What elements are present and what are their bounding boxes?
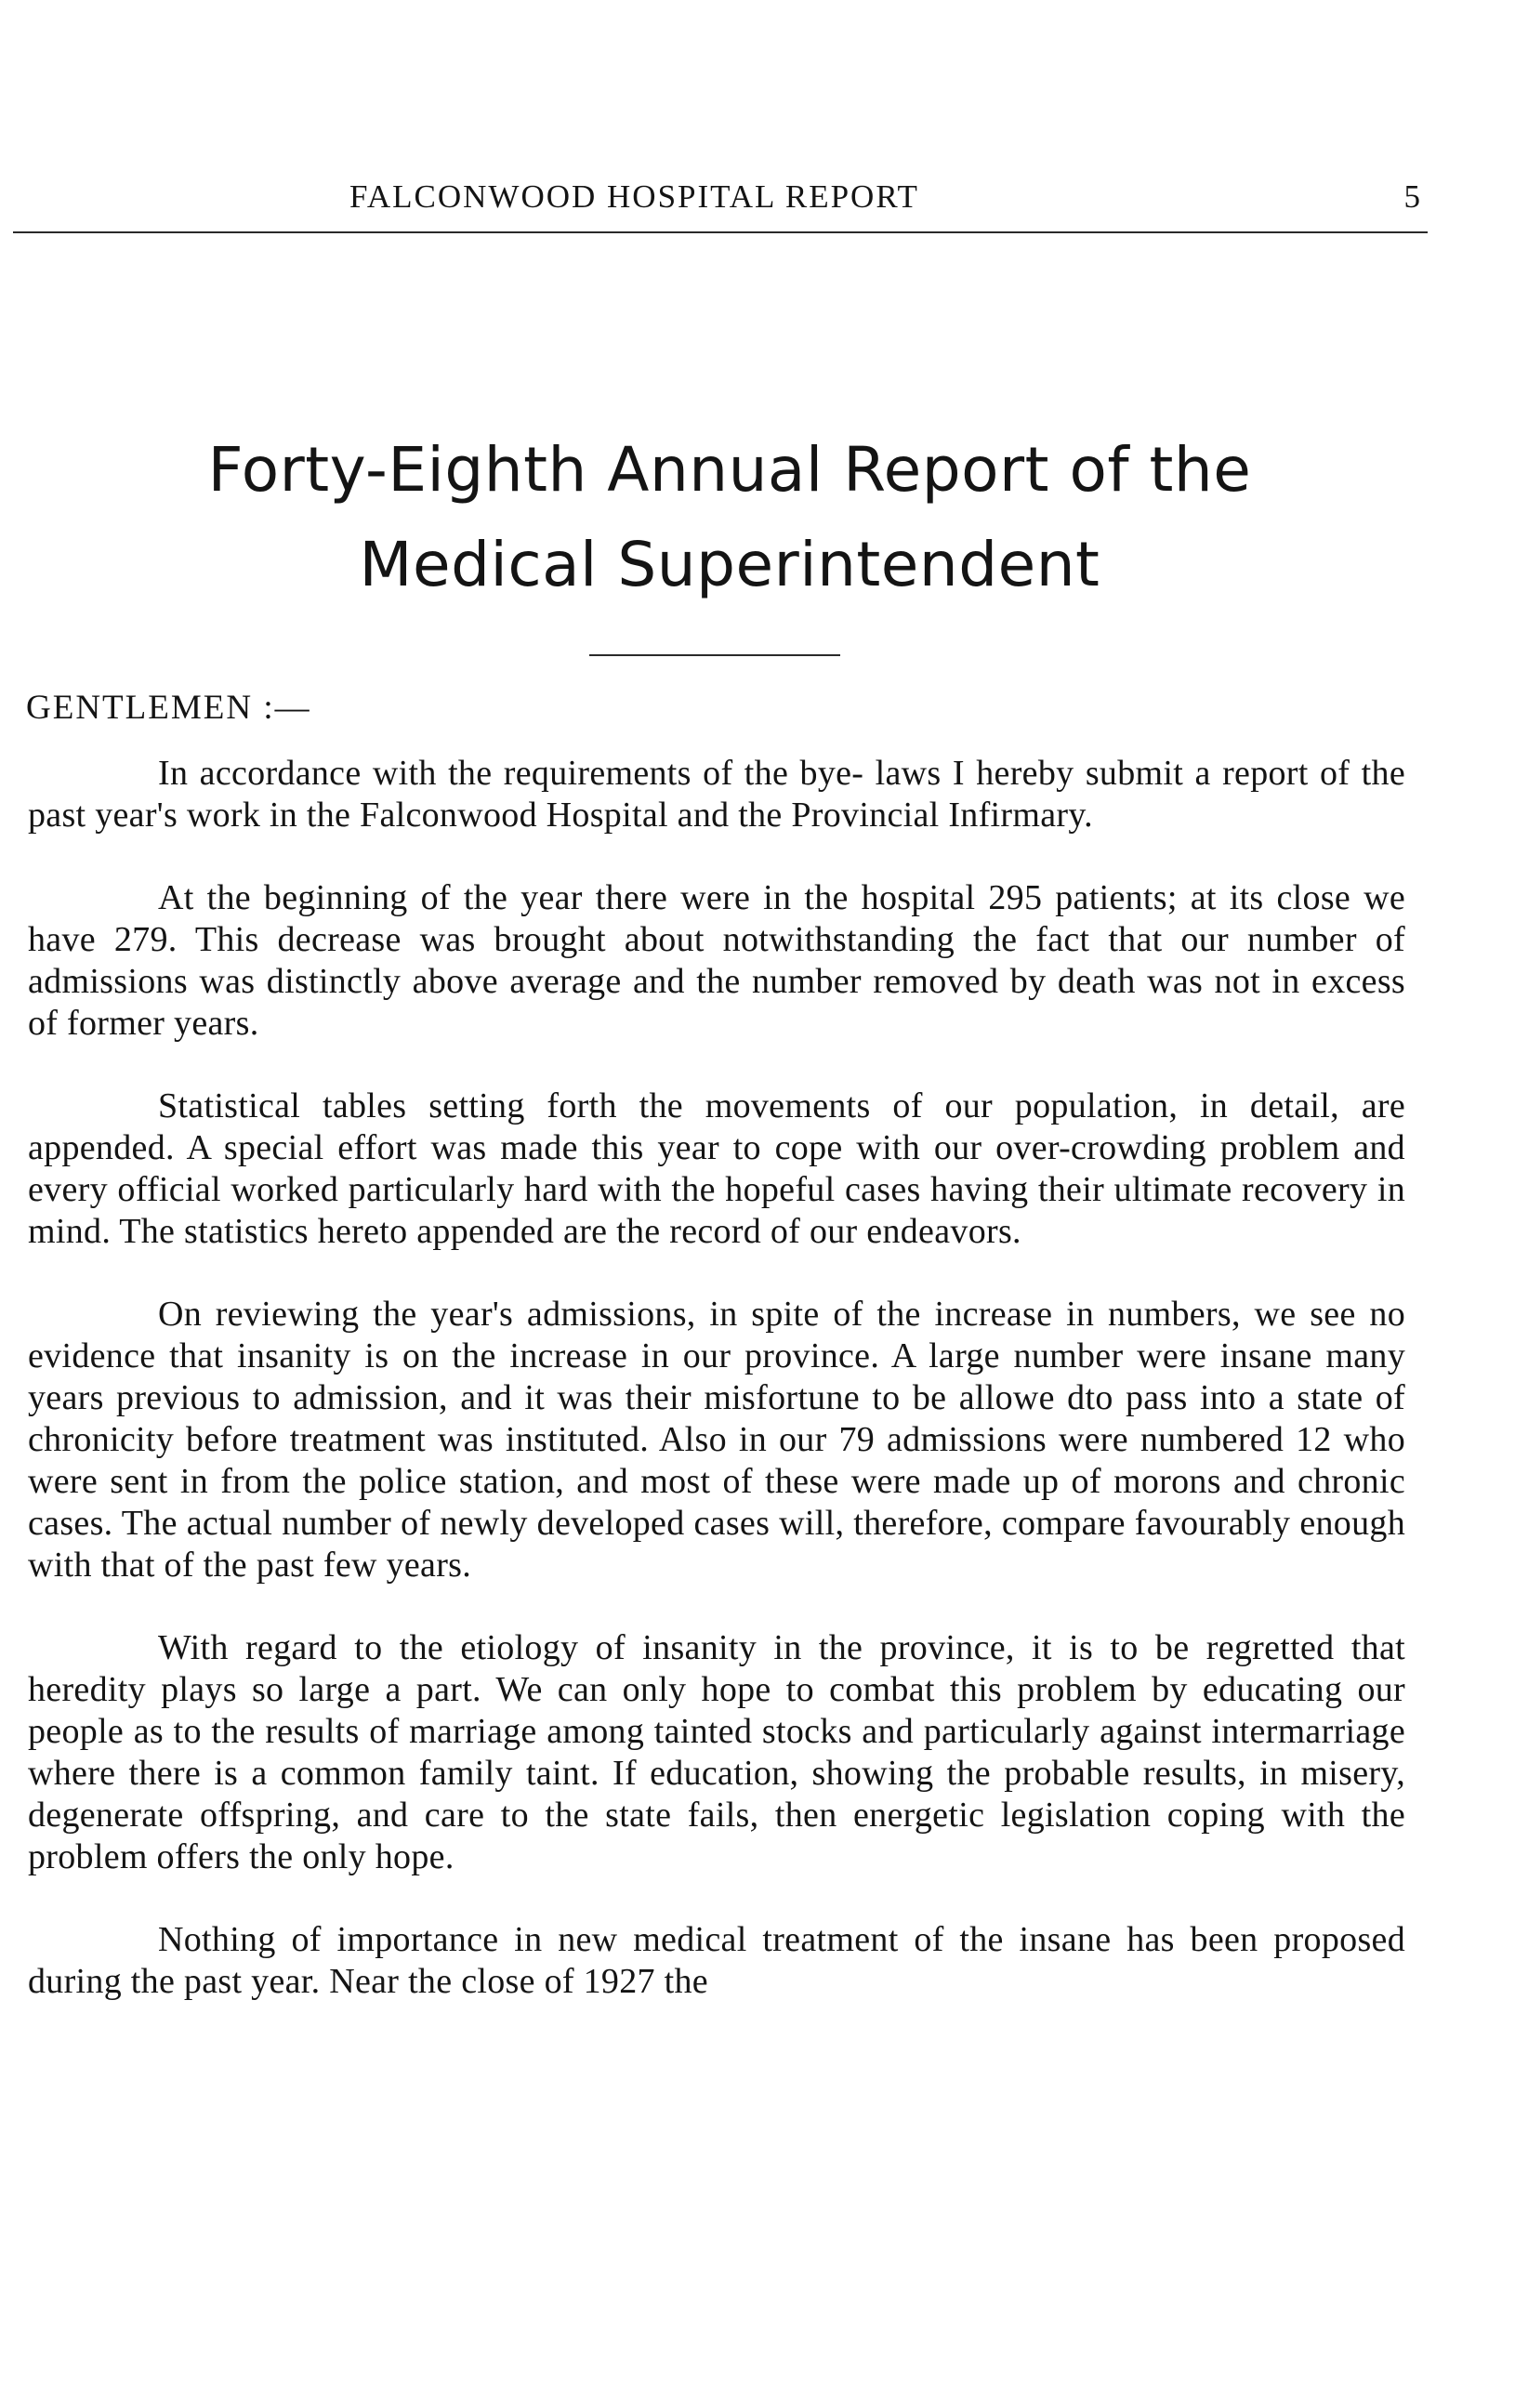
body-text: [28, 753, 1405, 2044]
paragraph-4: On reviewing the year's admissions, in spite of the increase in numbers, we see no evidence that insanity is on the increase in our province. A large number were insane many years previous to admission, and it was their misfortune to be allowe dto pass into a state of chronicity before treatment was instituted. Also in our 79 admissions were numbered 12 who were sent in from the police station, and most of these were made up of morons and chronic cases. The actual number of newly developed cases will, therefore, compare favourably enough with that of the past few years.: [28, 1295, 1405, 1585]
paragraph-3: Statistical tables setting forth the movements of our population, in detail, are appended. A special effort was made this year to cope with our over-crowding problem and every official worked particularly hard with the hopeful cases having their ultimate recovery in mind. The statistics hereto appended are the record of our endeavors.: [28, 1086, 1405, 1251]
paragraph-6: Nothing of importance in new medical treatment of the insane has been proposed during the past year. Near the close of 1927 the: [28, 1920, 1405, 2001]
document-title: [186, 423, 1273, 612]
salutation: GENTLEMEN :—: [26, 689, 311, 727]
paragraph-5: With regard to the etiology of insanity in the province, it is to be regretted that heredity plays so large a part. We can only hope to combat this problem by educating our people as to the results of marriage among tainted stocks and particularly against intermarriage where there is a common family taint. If education, showing the probable results, in misery, degenerate offspring, and care to the state fails, then energetic legislation coping with the problem offers the only hope.: [28, 1628, 1405, 1876]
running-title: FALCONWOOD HOSPITAL REPORT: [349, 178, 919, 215]
paragraph-1: In accordance with the requirements of the bye- laws I hereby submit a report of the past year's work in the Falconwood Hospital and the Provincial Infirmary.: [28, 754, 1405, 835]
title-line-1: Forty-Eighth Annual Report of the: [207, 434, 1252, 506]
title-line-2: Medical Superintendent: [359, 529, 1100, 600]
paragraph-2: At the beginning of the year there were in the hospital 295 patients; at its close we have 279. This decrease was brought about notwithstanding the fact that our number of admissions was distinctly above average and the number removed by death was not in excess of former years.: [28, 878, 1405, 1043]
page-number: 5: [1403, 178, 1422, 215]
running-header: [26, 178, 1422, 234]
title-rule: [589, 654, 840, 656]
header-rule: [13, 231, 1428, 233]
